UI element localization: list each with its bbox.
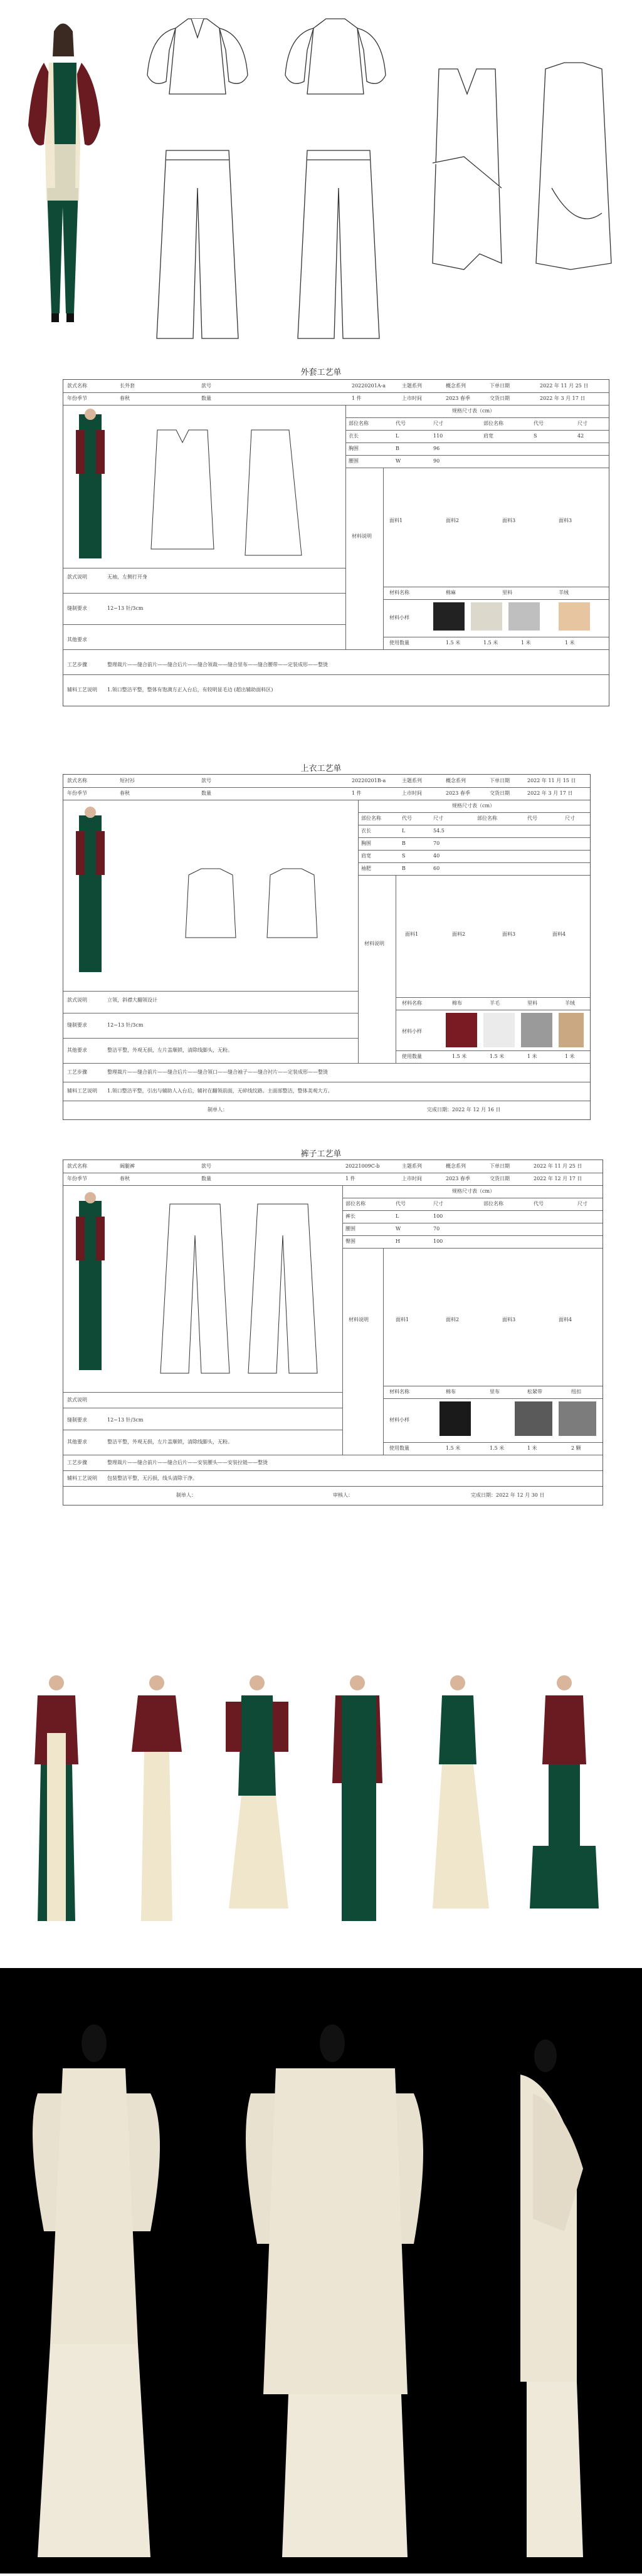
spec-cell: 衣长 — [361, 828, 371, 834]
spec-cell: 100 — [433, 1238, 443, 1244]
material-kind: 羊绒 — [565, 1000, 575, 1006]
material-qty: 2 颗 — [571, 1445, 581, 1451]
cell-value: 概念系列 — [446, 778, 466, 783]
spec-head: 尺寸 — [433, 1201, 443, 1207]
req-text: 1.领口整洁平整，引出与辅助人入台后，辅衬在翻领前面，无碎线纹路。主面部整洁，整体美观大方。 — [107, 1088, 333, 1094]
cell-value: 1 件 — [352, 790, 362, 796]
footer-maker: 制单人： — [208, 1107, 228, 1113]
look-4-icon — [332, 1675, 382, 1921]
tech-sheet-pants — [0, 1141, 642, 1639]
spec-cell: W — [396, 1226, 401, 1232]
side-label: 其他要求 — [67, 1439, 87, 1445]
cell-value: 2022 年 11 月 25 日 — [534, 1163, 582, 1169]
swatch-maroon — [446, 1013, 477, 1047]
spec-cell: 肩宽 — [483, 433, 493, 439]
cell-value: 2023 春季 — [446, 790, 470, 796]
cell-value: 概念系列 — [446, 1163, 466, 1169]
look-2-icon — [132, 1675, 182, 1921]
material-name: 面料1 — [405, 931, 419, 937]
cell-label: 上市时间 — [402, 395, 422, 401]
cell-label: 数量 — [201, 790, 211, 796]
sheet-title: 裤子工艺单 — [300, 1149, 342, 1159]
spec-head: 代号 — [527, 815, 537, 821]
spec-head: 尺寸 — [565, 815, 575, 821]
cell-label: 年份季节 — [67, 1176, 87, 1181]
process-label: 工艺步骤 — [67, 662, 87, 668]
cell-value: 20221009C-b — [345, 1163, 380, 1169]
spec-head: 部位名称 — [361, 815, 381, 821]
spec-cell: 42 — [577, 433, 584, 439]
spec-cell: W — [396, 458, 401, 464]
sheet-table — [63, 1160, 603, 1505]
cell-value: 2023 春季 — [446, 1176, 470, 1181]
spec-head: 部位名称 — [483, 421, 503, 426]
cell-label: 交货日期 — [490, 790, 510, 796]
footer-checker: 审核人： — [333, 1492, 353, 1498]
cell-value: 2022 年 3 月 17 日 — [540, 395, 586, 401]
spec-cell: 40 — [433, 853, 440, 859]
row-label: 材料名称 — [402, 1000, 422, 1006]
swatch-white — [483, 1013, 515, 1047]
cell-value: 春秋 — [120, 1176, 130, 1181]
side-value: 12~13 针/3cm — [107, 1022, 144, 1028]
spec-title: 规格尺寸表（cm） — [452, 1188, 495, 1194]
materials-label: 材料说明 — [352, 533, 372, 539]
cell-value: 长外套 — [120, 383, 135, 389]
material-kind: 里料 — [502, 590, 512, 595]
req-text: 包装整洁平整，无污损，线头清除干净。 — [107, 1475, 197, 1481]
spec-head: 尺寸 — [577, 421, 587, 426]
spec-cell: 96 — [433, 446, 440, 451]
spec-head: 代号 — [534, 421, 544, 426]
swatch-grey — [521, 1013, 552, 1047]
material-name: 面料1 — [389, 518, 403, 523]
cell-value: 春秋 — [120, 395, 130, 401]
material-qty: 1.5 米 — [452, 1054, 467, 1059]
spec-title: 规格尺寸表（cm） — [452, 803, 495, 809]
swatch-grey — [508, 602, 540, 631]
sheet-title: 上衣工艺单 — [300, 764, 342, 773]
spec-cell: H — [396, 1238, 400, 1244]
pants-flat-back-icon — [298, 150, 379, 338]
muslin-back-icon — [246, 2024, 423, 2557]
spec-head: 代号 — [396, 421, 406, 426]
material-kind: 棉麻 — [446, 590, 456, 595]
cell-label: 交货日期 — [490, 395, 510, 401]
row-label: 材料小样 — [402, 1029, 422, 1034]
swatch-black — [433, 602, 465, 631]
footer-date: 完成日期：2022 年 12 月 30 日 — [471, 1492, 545, 1498]
row-label: 材料名称 — [389, 590, 409, 595]
material-kind: 羊毛 — [490, 1000, 500, 1006]
row-label: 材料小样 — [389, 1417, 409, 1423]
lineup-svg — [0, 1639, 642, 1965]
material-qty: 1 米 — [565, 640, 575, 646]
side-label: 款式说明 — [67, 1397, 87, 1403]
material-kind: 羊绒 — [559, 590, 569, 595]
coat-flat-back-icon — [536, 63, 611, 270]
process-label: 工艺步骤 — [67, 1069, 87, 1075]
muslin-side-icon — [520, 2039, 583, 2557]
cell-value: 春秋 — [120, 790, 130, 796]
spec-cell: B — [402, 840, 406, 846]
sheet-title: 外套工艺单 — [300, 368, 342, 377]
material-kind: 松紧带 — [527, 1389, 542, 1395]
swatch-tan — [559, 1013, 584, 1047]
spec-cell: 袖肥 — [361, 866, 371, 871]
coat-flat-front-icon — [433, 69, 502, 270]
spec-cell: L — [396, 433, 399, 439]
spec-head: 代号 — [534, 1201, 544, 1207]
cell-label: 款式名称 — [67, 1163, 87, 1169]
sheet-table — [63, 774, 591, 1120]
cell-label: 款式名称 — [67, 778, 87, 783]
process-label: 工艺步骤 — [67, 1460, 87, 1465]
side-value: 整洁平整，外观无损，左片盖顺锁，清除线脚头，无粉。 — [107, 1439, 233, 1445]
cell-value: 阔腿裤 — [120, 1163, 135, 1169]
swatch-black — [439, 1401, 471, 1436]
side-label: 缝制要求 — [67, 605, 87, 611]
collection-lineup — [0, 1639, 642, 1965]
material-name: 面料3 — [502, 1317, 516, 1322]
cell-label: 款号 — [201, 383, 211, 389]
cell-label: 主题系列 — [402, 1163, 422, 1169]
swatch-cream — [471, 602, 502, 631]
material-kind: 棉布 — [452, 1000, 462, 1006]
cell-value: 2022 年 12 月 17 日 — [534, 1176, 582, 1181]
process-steps: 整理裁片——缝合前片——缝合后片——缝合领裁——缝合里布——缝合腰带——定装成形——整烫 — [107, 662, 328, 668]
spec-cell: 胸围 — [349, 446, 359, 451]
side-value: 12~13 针/3cm — [107, 605, 144, 611]
side-value: 12~13 针/3cm — [107, 1417, 144, 1423]
cell-value: 1 件 — [345, 1176, 355, 1181]
spec-cell: 臀围 — [345, 1238, 355, 1244]
cell-label: 下单日期 — [490, 1163, 510, 1169]
material-qty: 1.5 米 — [490, 1445, 505, 1451]
spec-cell: 110 — [433, 433, 443, 439]
swatch-elastic — [515, 1401, 552, 1436]
swatch-buttons — [559, 1401, 596, 1436]
spec-head: 部位名称 — [349, 421, 369, 426]
cell-value: 2023 春季 — [446, 395, 470, 401]
spec-head: 尺寸 — [433, 815, 443, 821]
spec-cell: B — [402, 866, 406, 871]
spec-cell: S — [402, 853, 406, 859]
material-name: 面料2 — [446, 1317, 460, 1322]
cell-label: 交货日期 — [490, 1176, 510, 1181]
cell-label: 主题系列 — [402, 778, 422, 783]
cell-value: 20220201A-a — [352, 383, 386, 389]
look-5-icon — [433, 1675, 489, 1908]
cell-label: 上市时间 — [402, 790, 422, 796]
pants-sketch — [63, 1185, 342, 1392]
design-sketch-panel — [0, 0, 642, 360]
spec-cell: 衣长 — [349, 433, 359, 439]
material-qty: 1 米 — [527, 1054, 537, 1059]
top-flat-back-icon — [285, 19, 386, 94]
side-label: 其他要求 — [67, 637, 87, 642]
muslin-front-icon — [33, 2024, 160, 2557]
look-6-icon — [530, 1675, 599, 1908]
req-text: 1.领口整洁平整，整体有饱满方正入台后，有较明显毛边 (超出辅助面料区) — [107, 687, 273, 693]
side-value: 整洁平整，外观无损，左片盖顺锁，清除线脚头，无粉。 — [107, 1047, 233, 1053]
cell-label: 款式名称 — [67, 383, 87, 389]
material-qty: 1 米 — [521, 640, 531, 646]
material-name: 面料3 — [502, 518, 516, 523]
cell-label: 下单日期 — [490, 778, 510, 783]
spec-cell: L — [402, 828, 406, 834]
top-sketch — [63, 800, 358, 988]
cell-label: 主题系列 — [402, 383, 422, 389]
material-qty: 1.5 米 — [446, 1445, 461, 1451]
coat-sketch — [63, 405, 345, 568]
pants-flat-front-icon — [157, 150, 238, 338]
material-name: 面料4 — [559, 1317, 572, 1322]
spec-cell: B — [396, 446, 399, 451]
design-sketch-svg — [0, 0, 642, 360]
row-label: 材料名称 — [389, 1389, 409, 1395]
row-label: 使用数量 — [389, 1445, 409, 1451]
cell-label: 数量 — [201, 1176, 211, 1181]
spec-head: 尺寸 — [433, 421, 443, 426]
req-label: 辅料工艺说明 — [67, 1088, 97, 1094]
materials-label: 材料说明 — [364, 941, 384, 946]
spec-cell: 70 — [433, 840, 440, 846]
spec-head: 代号 — [402, 815, 412, 821]
material-name: 面料3 — [559, 518, 572, 523]
look-3-icon — [226, 1675, 288, 1908]
material-kind: 里料 — [527, 1000, 537, 1006]
spec-cell: S — [534, 433, 537, 439]
side-label: 缝制要求 — [67, 1022, 87, 1028]
cell-value: 1 件 — [352, 395, 362, 401]
side-value: 无袖，左侧打开身 — [107, 574, 147, 580]
sheet-table — [63, 379, 609, 706]
spec-cell: L — [396, 1213, 399, 1219]
spec-head: 部位名称 — [483, 1201, 503, 1207]
material-qty: 1 米 — [527, 1445, 537, 1451]
cell-label: 款号 — [201, 1163, 211, 1169]
side-label: 缝制要求 — [67, 1417, 87, 1423]
material-name: 面料2 — [452, 931, 466, 937]
material-kind: 里布 — [490, 1389, 500, 1395]
spec-cell: 100 — [433, 1213, 443, 1219]
material-name: 面料4 — [552, 931, 566, 937]
cell-value: 2022 年 3 月 17 日 — [527, 790, 573, 796]
spec-cell: 90 — [433, 458, 440, 464]
material-qty: 1 米 — [565, 1054, 575, 1059]
spec-head: 部位名称 — [477, 815, 497, 821]
material-qty: 1.5 米 — [490, 1054, 505, 1059]
req-label: 辅料工艺说明 — [67, 1475, 97, 1481]
tech-sheet-coat — [0, 360, 642, 715]
cell-value: 短衬衫 — [120, 778, 135, 783]
cell-label: 年份季节 — [67, 395, 87, 401]
side-label: 其他要求 — [67, 1047, 87, 1053]
row-label: 使用数量 — [402, 1054, 422, 1059]
material-kind: 棉布 — [446, 1389, 456, 1395]
cell-label: 款号 — [201, 778, 211, 783]
spec-cell: 54.5 — [433, 828, 445, 834]
materials-label: 材料说明 — [349, 1317, 369, 1322]
spec-title: 规格尺寸表（cm） — [452, 408, 495, 414]
spec-cell: 裤长 — [345, 1213, 355, 1219]
spec-cell: 腰围 — [349, 458, 359, 464]
material-name: 面料3 — [502, 931, 516, 937]
cell-value: 20220201B-a — [352, 778, 386, 783]
footer-date: 完成日期：2022 年 12 月 16 日 — [427, 1107, 501, 1113]
process-steps: 整理裁片——缝合前片——缝合后片——安装腰头——安装拉链——整烫 — [107, 1460, 268, 1465]
cell-label: 下单日期 — [490, 383, 510, 389]
muslin-photos-svg — [0, 1968, 642, 2573]
cell-value: 2022 年 11 月 15 日 — [527, 778, 576, 783]
material-kind: 纽扣 — [571, 1389, 581, 1395]
material-name: 面料2 — [446, 518, 460, 523]
req-label: 辅料工艺说明 — [67, 687, 97, 693]
material-qty: 1.5 米 — [483, 640, 498, 646]
spec-cell: 腰围 — [345, 1226, 355, 1232]
side-value: 立领，斜襟大翻领设计 — [107, 997, 157, 1003]
look-1-icon — [34, 1675, 78, 1921]
row-label: 使用数量 — [389, 640, 409, 646]
top-flat-front-icon — [147, 19, 248, 94]
footer-maker: 制单人： — [176, 1492, 196, 1498]
cell-label: 数量 — [201, 395, 211, 401]
fashion-figure-icon — [28, 24, 100, 323]
side-label: 款式说明 — [67, 574, 87, 580]
cell-value: 概念系列 — [446, 383, 466, 389]
spec-cell: 70 — [433, 1226, 440, 1232]
material-qty: 1.5 米 — [446, 640, 461, 646]
cell-label: 年份季节 — [67, 790, 87, 796]
swatch-tan — [559, 602, 590, 631]
spec-cell: 肩宽 — [361, 853, 371, 859]
cell-label: 上市时间 — [402, 1176, 422, 1181]
material-name: 面料1 — [396, 1317, 409, 1322]
spec-head: 尺寸 — [577, 1201, 587, 1207]
tech-sheet-top — [0, 715, 642, 1141]
side-label: 款式说明 — [67, 997, 87, 1003]
row-label: 材料小样 — [389, 615, 409, 620]
cell-value: 2022 年 11 月 25 日 — [540, 383, 589, 389]
spec-cell: 胸围 — [361, 840, 371, 846]
spec-head: 代号 — [396, 1201, 406, 1207]
spec-cell: 60 — [433, 866, 440, 871]
spec-head: 部位名称 — [345, 1201, 366, 1207]
muslin-photo-panel — [0, 1968, 642, 2573]
process-steps: 整理裁片——缝合前片——缝合后片——缝合领口——缝合袖子——缝合衬片——定装成形——整烫 — [107, 1069, 328, 1075]
